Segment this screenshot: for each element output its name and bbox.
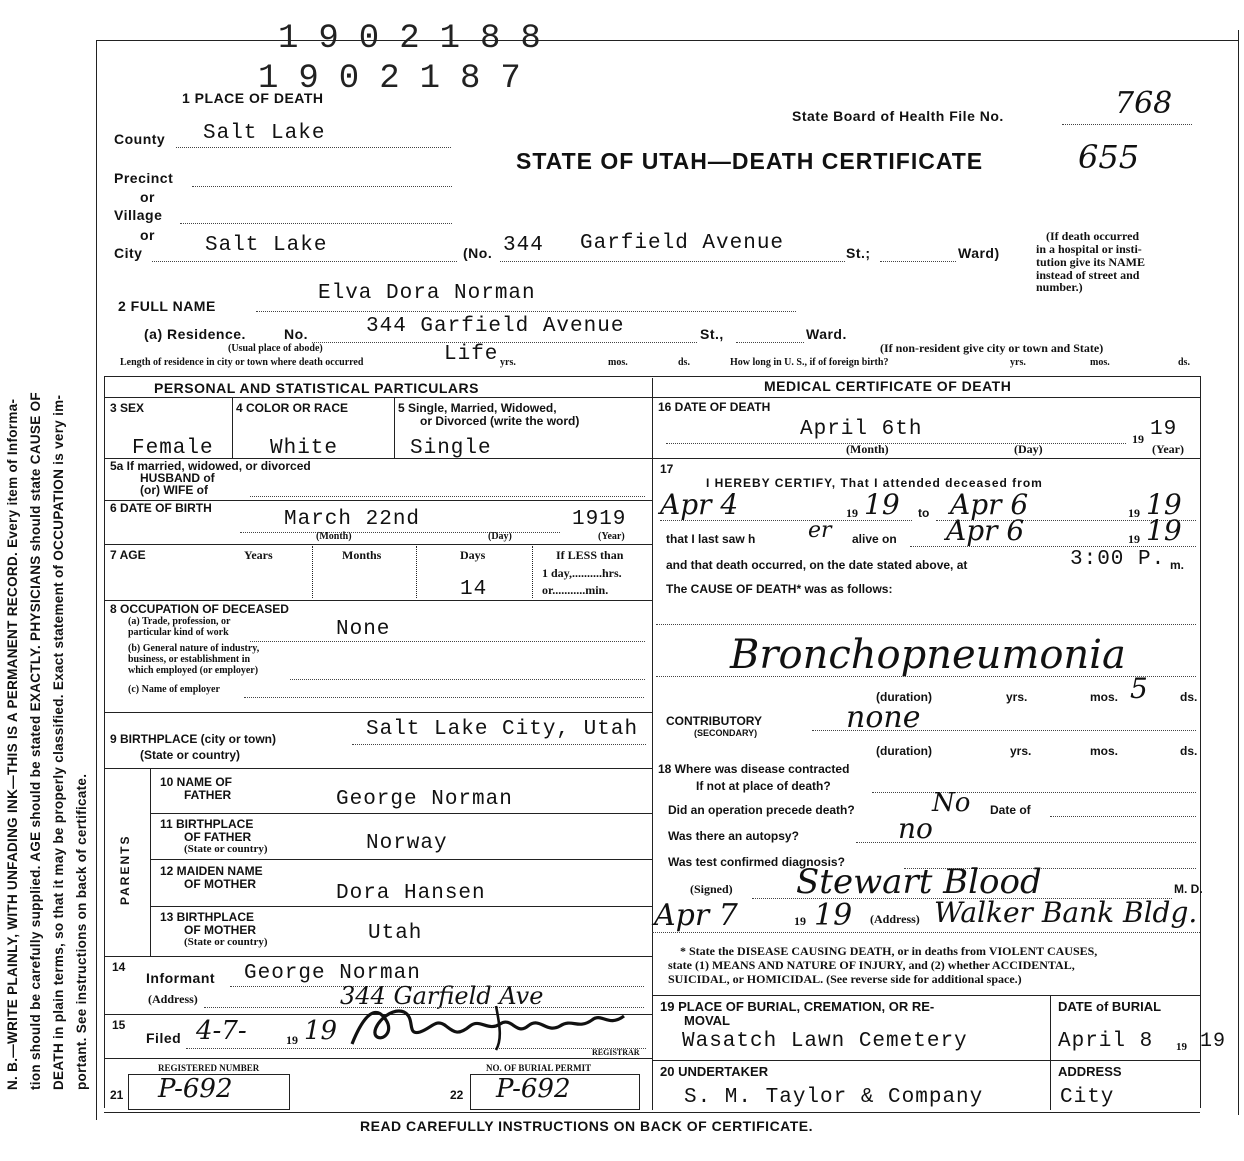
registrar-signature [346, 996, 636, 1054]
dob-month-label: (Month) [316, 531, 352, 542]
mother-label-1: 12 MAIDEN NAME [160, 864, 263, 878]
village-line [180, 223, 452, 224]
occupation-label: 8 OCCUPATION OF DECEASED [110, 602, 289, 616]
county-line [176, 147, 451, 148]
less-label-2: 1 day,..........hrs. [542, 566, 622, 580]
us-ds-label: ds. [1178, 357, 1190, 368]
dob-value: March 22nd [284, 508, 421, 531]
color-label: 4 COLOR OR RACE [236, 401, 349, 415]
county-label: County [114, 131, 166, 147]
length-mos-label: mos. [608, 357, 628, 368]
dod-label: 16 DATE OF DEATH [658, 400, 771, 414]
less-label-1: If LESS than [556, 548, 624, 562]
sign-address-label: (Address) [870, 912, 920, 926]
to-year-value: 19 [1146, 488, 1182, 521]
age-days-label: Days [460, 548, 486, 562]
dod-year-value: 19 [1150, 418, 1178, 441]
medical-heading: MEDICAL CERTIFICATE OF DEATH [764, 378, 1012, 394]
occ-c-line [244, 697, 644, 698]
burial-19-label: 19 [1176, 1041, 1187, 1053]
physician-signature: Stewart Blood [796, 862, 1042, 902]
mother-row-bottom [150, 906, 652, 907]
father-label-2: FATHER [184, 788, 232, 802]
sex-label: 3 SEX [110, 401, 145, 415]
from-19-label: 19 [846, 506, 858, 520]
filed-year-value: 19 [304, 1016, 338, 1046]
dob-line [240, 532, 560, 533]
personal-heading: PERSONAL AND STATISTICAL PARTICULARS [154, 380, 479, 396]
informant-num: 14 [112, 960, 126, 974]
filed-19-label: 19 [286, 1033, 298, 1047]
duration-mos-value: 5 [1130, 672, 1148, 705]
occ-b-line [290, 679, 645, 680]
dob-row-bottom [104, 544, 652, 545]
operation-value: No [932, 788, 971, 818]
section-top-line [104, 376, 1200, 377]
full-name-line [256, 311, 796, 312]
residence-st-line [736, 342, 804, 343]
us-mos-label: mos. [1090, 357, 1110, 368]
dod-19-label: 19 [1132, 432, 1144, 446]
file-no-line [1062, 124, 1192, 125]
side-notice-line4: portant. See instructions on back of certificate. [74, 773, 89, 1090]
autopsy-label: Was there an autopsy? [668, 829, 799, 843]
birthplace-label: 9 BIRTHPLACE (city or town) [110, 732, 277, 746]
cause-label: The CAUSE OF DEATH* was as follows: [666, 582, 893, 596]
reg-num: 21 [110, 1088, 124, 1102]
occ-a-line [250, 641, 645, 642]
residence-line [312, 342, 697, 343]
dob-day-label: (Day) [488, 531, 512, 542]
hospital-note-1: (If death occurred [1046, 229, 1140, 243]
dob-year-label: (Year) [598, 531, 625, 542]
hospital-note-4: instead of street and [1036, 268, 1140, 282]
duration2-yrs: yrs. [1010, 744, 1032, 758]
informant-label: Informant [146, 970, 216, 986]
last-saw-her: er [808, 518, 832, 543]
filed-label: Filed [146, 1030, 182, 1046]
age-months-label: Months [342, 548, 382, 562]
undertaker-address-value: City [1060, 1086, 1115, 1109]
sign-address-value: Walker Bank Bldg. [934, 896, 1198, 929]
sign-address-line [652, 932, 1200, 933]
certify-num: 17 [660, 462, 674, 476]
alive-19-label: 19 [1128, 532, 1140, 546]
certificate-title: STATE OF UTAH—DEATH CERTIFICATE [516, 148, 984, 174]
contributory-line [812, 730, 1196, 731]
spouse-label-2: HUSBAND of [140, 471, 215, 485]
filed-num: 15 [112, 1018, 126, 1032]
alive-year-value: 19 [1146, 514, 1182, 547]
dod-line [666, 443, 1126, 444]
mother-birthplace-row-bottom [104, 956, 652, 957]
occupation-value: None [336, 618, 391, 641]
duration2-ds: ds. [1180, 744, 1198, 758]
city-line [152, 261, 457, 262]
county-value: Salt Lake [203, 122, 326, 145]
marital-label-1: 5 Single, Married, Widowed, [398, 401, 557, 415]
residence-label: (a) Residence. [144, 326, 246, 342]
dod-value: April 6th [800, 418, 923, 441]
dod-month-label: (Month) [846, 442, 889, 456]
father-label-1: 10 NAME OF [160, 775, 233, 789]
birthplace-row-bottom [104, 768, 652, 769]
residence-no-label: No. [284, 326, 309, 342]
village-label: Village [114, 207, 163, 223]
street-no-label: (No. [463, 245, 493, 261]
full-name-label: 2 FULL NAME [118, 298, 216, 314]
spouse-label-3: (or) WIFE of [140, 483, 208, 497]
contributory-value: none [846, 700, 921, 735]
sign-year-value: 19 [814, 898, 853, 933]
duration-yrs: yrs. [1006, 690, 1028, 704]
precinct-line [192, 186, 452, 187]
footnote-bottom [652, 995, 1200, 996]
autopsy-value: no [898, 812, 933, 845]
burial-place-value: Wasatch Lawn Cemetery [682, 1030, 968, 1053]
burial-date-value: April 8 [1058, 1030, 1154, 1053]
not-at-place-label: If not at place of death? [696, 779, 831, 793]
burial-place-label-2: MOVAL [684, 1013, 730, 1028]
nonresident-label: (If non-resident give city or town and State) [880, 341, 1104, 355]
duration2-mos: mos. [1090, 744, 1119, 758]
footer-instructions: READ CAREFULLY INSTRUCTIONS ON BACK OF CERTIFICATE. [360, 1118, 814, 1134]
death-time-value: 3:00 P. [1070, 548, 1166, 571]
father-birthplace-label-2: OF FATHER [184, 830, 252, 844]
from-year-value: 19 [864, 488, 900, 521]
place-of-death-label: 1 PLACE OF DEATH [182, 90, 324, 106]
death-time-m: m. [1170, 558, 1185, 572]
sex-divider [232, 398, 233, 458]
father-birthplace-value: Norway [366, 832, 448, 855]
city-value: Salt Lake [205, 234, 328, 257]
age-months-divider [416, 546, 417, 598]
to-label: to [918, 506, 930, 520]
certificate-number: 655 [1078, 138, 1140, 176]
mother-birthplace-label-1: 13 BIRTHPLACE [160, 910, 255, 924]
full-name-value: Elva Dora Norman [318, 282, 536, 305]
burial-permit-label: NO. OF BURIAL PERMIT [486, 1063, 592, 1073]
dod-day-label: (Day) [1014, 442, 1043, 456]
cause-line-1 [656, 624, 1196, 625]
age-years-divider [312, 546, 313, 598]
md-label: M. D. [1174, 882, 1203, 896]
form-bottom-line [104, 1112, 1200, 1113]
secondary-label: (SECONDARY) [694, 728, 758, 738]
marital-label-2: or Divorced (write the word) [420, 414, 580, 428]
alive-line [910, 546, 1196, 547]
occ-b-label-3: which employed (or employer) [128, 665, 259, 676]
side-notice-line2: tion should be carefully supplied. AGE should be stated EXACTLY. PHYSICIANS should state CAUSE OF [28, 392, 43, 1090]
age-days-divider [532, 546, 533, 598]
us-yrs-label: yrs. [1010, 357, 1026, 368]
length-residence-label: Length of residence in city or town where death occurred [120, 357, 364, 368]
death-time-label: and that death occurred, on the date stated above, at [666, 558, 968, 572]
street-st-label: St.; [846, 245, 871, 261]
operation-label: Did an operation precede death? [668, 803, 855, 817]
precinct-label: Precinct [114, 170, 174, 186]
duration-label: (duration) [876, 690, 932, 704]
filed-value: 4-7- [196, 1016, 247, 1046]
city-label: City [114, 245, 143, 261]
length-yrs-label: yrs. [500, 357, 516, 368]
side-notice-line3: DEATH in plain terms, so that it may be properly classified. Exact statement of OCCUPATION is very im- [51, 394, 66, 1090]
filed-row-bottom [104, 1058, 652, 1059]
file-no-value: 768 [1115, 86, 1173, 121]
age-years-label: Years [244, 548, 273, 562]
birthplace-sub-label: (State or country) [140, 748, 241, 762]
burial-place-label-1: 19 PLACE OF BURIAL, CREMATION, OR RE- [660, 999, 935, 1014]
duration-mos: mos. [1090, 690, 1119, 704]
street-ward-label: Ward) [958, 245, 1000, 261]
mother-birthplace-label-3: (State or country) [184, 936, 268, 948]
street-line [500, 261, 845, 262]
certify-text: I HEREBY CERTIFY, That I attended deceased from [706, 476, 1043, 490]
column-divider [652, 378, 653, 1110]
contracted-label: 18 Where was disease contracted [658, 762, 850, 776]
informant-address-label: (Address) [148, 992, 198, 1006]
right-border [1238, 30, 1239, 1115]
autopsy-line [856, 842, 1196, 843]
sign-19-label: 19 [794, 914, 806, 928]
mother-value: Dora Hansen [336, 882, 486, 905]
attended-from-date: Apr 4 [660, 488, 739, 521]
spouse-label-1: 5a If married, widowed, or divorced [110, 459, 311, 473]
length-ds-label: ds. [678, 357, 690, 368]
left-border [96, 40, 97, 1120]
informant-address-value: 344 Garfield Ave [340, 982, 544, 1010]
burial-divider [1050, 995, 1051, 1110]
hospital-note-5: number.) [1036, 280, 1083, 294]
reg-value: P-692 [158, 1074, 233, 1104]
stamp-number-top: 1902188 [278, 20, 561, 58]
father-value: George Norman [336, 788, 513, 811]
spouse-line [250, 496, 645, 497]
or-label-2: or [140, 227, 155, 243]
signed-label: (Signed) [690, 882, 733, 896]
duration-ds: ds. [1180, 690, 1198, 704]
birthplace-line [352, 744, 646, 745]
burial-num: 22 [450, 1088, 464, 1102]
left-col-border [104, 376, 105, 1108]
footnote-3: SUICIDAL, or HOMICIDAL. (See reverse side for additional space.) [668, 972, 1022, 986]
registrar-label: REGISTRAR [592, 1048, 640, 1057]
from-line [660, 520, 912, 521]
contributory-label: CONTRIBUTORY [666, 714, 762, 728]
ward-line [880, 261, 956, 262]
test-label: Was test confirmed diagnosis? [668, 855, 845, 869]
marital-value: Single [410, 437, 492, 460]
cause-line-2 [656, 676, 1196, 677]
undertaker-address-label: ADDRESS [1058, 1064, 1122, 1079]
dod-row-bottom [652, 458, 1200, 459]
father-birthplace-label-3: (State or country) [184, 843, 268, 855]
date-of-line [1050, 816, 1196, 817]
to-19-label: 19 [1128, 506, 1140, 520]
occ-a-label-2: particular kind of work [128, 627, 229, 638]
occupation-row-bottom [104, 712, 652, 713]
occ-b-label-2: business, or establishment in [128, 654, 251, 665]
length-residence-value: Life [444, 343, 499, 366]
right-col-border [1200, 376, 1201, 1108]
undertaker-value: S. M. Taylor & Company [684, 1086, 984, 1109]
father-birthplace-row-bottom [150, 859, 652, 860]
date-of-label: Date of [990, 803, 1031, 817]
mother-label-2: OF MOTHER [184, 877, 256, 891]
stamp-number-second: 1902187 [258, 60, 541, 98]
mother-birthplace-value: Utah [368, 922, 423, 945]
sign-date: Apr 7 [654, 898, 738, 933]
or-label-1: or [140, 189, 155, 205]
duration2-label: (duration) [876, 744, 932, 758]
burial-permit-value: P-692 [496, 1074, 571, 1104]
birthplace-value: Salt Lake City, Utah [366, 718, 639, 741]
attended-to-date: Apr 6 [950, 488, 1029, 521]
us-label: How long in U. S., if of foreign birth? [730, 357, 889, 368]
informant-value: George Norman [244, 962, 421, 985]
mother-birthplace-label-2: OF MOTHER [184, 923, 256, 937]
residence-st-label: St., [700, 326, 724, 342]
residence-value: 344 Garfield Avenue [366, 315, 625, 338]
top-border [96, 40, 1238, 41]
sex-value: Female [132, 437, 214, 460]
footnote-1: * State the DISEASE CAUSING DEATH, or in deaths from VIOLENT CAUSES, [680, 944, 1098, 958]
cause-value: Bronchopneumonia [730, 632, 1126, 678]
undertaker-label: 20 UNDERTAKER [660, 1064, 769, 1079]
street-value: Garfield Avenue [580, 232, 785, 255]
not-at-place-line [872, 792, 1196, 793]
occ-b-label-1: (b) General nature of industry, [128, 643, 260, 654]
parents-divider [150, 768, 151, 956]
color-value: White [270, 437, 339, 460]
age-row-bottom [104, 600, 652, 601]
usual-abode-label: (Usual place of abode) [228, 343, 323, 354]
color-divider [394, 398, 395, 458]
residence-ward-label: Ward. [806, 326, 847, 342]
parents-label: PARENTS [118, 834, 132, 905]
burial-date-label: DATE of BURIAL [1058, 999, 1162, 1014]
burial-year-value: 19 [1200, 1030, 1227, 1053]
burial-row-bottom [652, 1060, 1200, 1061]
last-saw-label: that I last saw h [666, 532, 756, 546]
registered-number-label: REGISTERED NUMBER [158, 1063, 260, 1073]
occ-c-label: (c) Name of employer [128, 684, 220, 695]
age-label: 7 AGE [110, 548, 146, 562]
dod-year-label: (Year) [1152, 442, 1184, 456]
occ-a-label-1: (a) Trade, profession, or [128, 616, 231, 627]
age-days-value: 14 [460, 578, 488, 601]
footnote-2: state (1) MEANS AND NATURE OF INJURY, and (2) whether ACCIDENTAL, [668, 958, 1075, 972]
street-no-value: 344 [503, 234, 544, 257]
file-no-label: State Board of Health File No. [792, 108, 1004, 124]
father-row-bottom [150, 813, 652, 814]
hospital-note-3: tution give its NAME [1036, 255, 1145, 269]
alive-label: alive on [852, 532, 897, 546]
dob-year-value: 1919 [572, 508, 627, 531]
less-label-3: or...........min. [542, 583, 609, 597]
side-notice-line1: N. B.—WRITE PLAINLY, WITH UNFADING INK—THIS IS A PERMANENT RECORD. Every item of Informa- [5, 398, 20, 1090]
father-birthplace-label-1: 11 BIRTHPLACE [160, 817, 254, 831]
hospital-note-2: in a hospital or insti- [1036, 242, 1142, 256]
alive-date: Apr 6 [946, 514, 1025, 547]
dob-label: 6 DATE OF BIRTH [110, 501, 212, 515]
